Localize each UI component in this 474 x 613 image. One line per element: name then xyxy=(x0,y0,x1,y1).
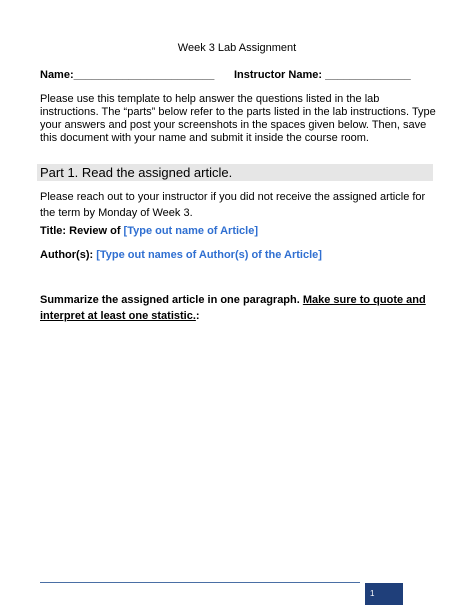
name-line xyxy=(40,69,411,81)
authors-label: Author(s): xyxy=(40,249,97,261)
instructor-name-field[interactable]: Instructor Name: ______________ xyxy=(234,69,411,81)
authors-line xyxy=(40,249,322,261)
summarize-prompt xyxy=(40,292,440,324)
article-title-line xyxy=(40,225,258,237)
footer-rule xyxy=(40,582,360,583)
summarize-colon: : xyxy=(195,310,200,322)
reach-out-paragraph: Please reach out to your instructor if you did not receive the assigned article for the term by Monday of Week 3. xyxy=(40,191,426,219)
article-title-label: Title: Review of xyxy=(40,225,124,237)
summarize-underlined-text: Make sure to quote and interpret at least one statistic. xyxy=(40,294,426,322)
article-title-placeholder[interactable]: [Type out name of Article] xyxy=(123,225,259,237)
part1-heading: Part 1. Read the assigned article. xyxy=(37,164,433,181)
page-title: Week 3 Lab Assignment xyxy=(177,42,297,54)
summarize-text: Summarize the assigned article in one paragraph. xyxy=(40,294,303,306)
authors-placeholder[interactable]: [Type out names of Author(s) of the Article] xyxy=(96,249,322,261)
name-field[interactable]: Name:_______________________ xyxy=(40,69,215,81)
instructions-paragraph: Please use this template to help answer the questions listed in the lab instructions. The “parts” below refer to the parts listed in the lab instructions. Type your answers and post your screenshots in the spaces given below. Then, save this document with your name and submit it inside the course room. xyxy=(40,93,436,144)
page-number: 1 xyxy=(365,583,403,605)
